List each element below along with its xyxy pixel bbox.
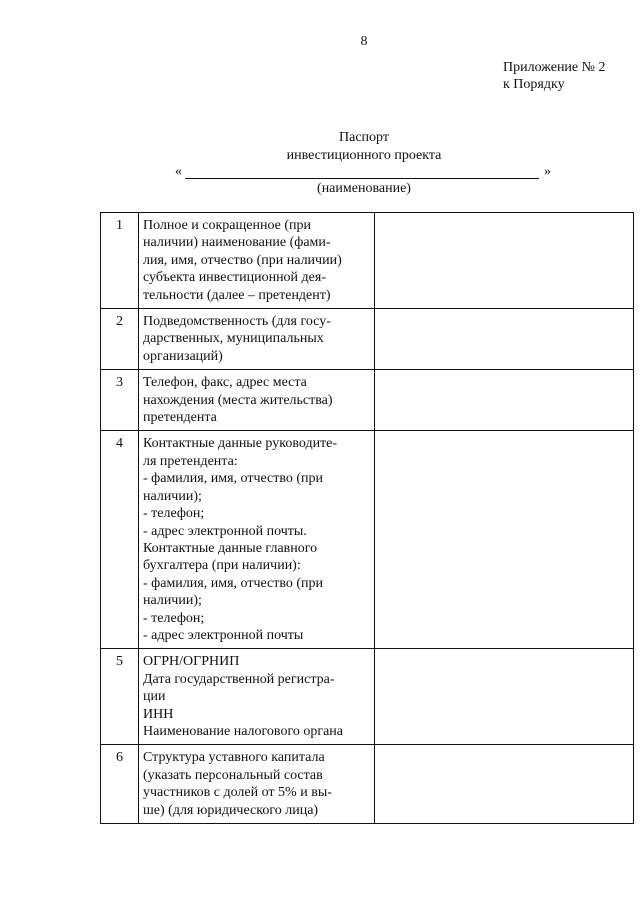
row-value-field[interactable]	[375, 213, 634, 309]
row-number: 2	[101, 309, 139, 370]
page-number: 8	[360, 34, 368, 49]
row-value-field[interactable]	[375, 431, 634, 649]
row-label-line: Дата государственной регистра-	[143, 671, 335, 687]
row-label-line: участников с долей от 5% и вы-	[143, 785, 332, 801]
row-label-line: наличии);	[143, 488, 202, 504]
row-label	[139, 213, 375, 309]
name-caption: (наименование)	[317, 181, 411, 196]
row-label-line: Структура уставного капитала	[143, 750, 325, 766]
row-label-line: Подведомственность (для госу-	[143, 314, 331, 330]
row-label-line: - фамилия, имя, отчество (при	[143, 471, 324, 487]
row-label-line: лия, имя, отчество (при наличии)	[143, 252, 342, 268]
name-underline	[185, 178, 539, 179]
row-label-line: наличии);	[143, 593, 202, 609]
row-label-line: - телефон;	[143, 506, 205, 522]
row-label-line: Телефон, факс, адрес места	[143, 375, 307, 391]
row-label-line: тельности (далее – претендент)	[143, 287, 331, 303]
row-number: 3	[101, 370, 139, 431]
row-label-line: претендента	[143, 410, 217, 426]
table-row	[101, 213, 634, 309]
row-number: 5	[101, 649, 139, 745]
row-label-line: субъекта инвестиционной дея-	[143, 270, 326, 286]
table-row	[101, 649, 634, 745]
row-label	[139, 370, 375, 431]
row-label-line: нахождения (места жительства)	[143, 392, 333, 408]
row-label-line: ции	[143, 689, 166, 705]
table-row	[101, 309, 634, 370]
passport-table-body	[101, 213, 634, 824]
table-row	[101, 745, 634, 824]
row-label-line: - адрес электронной почты	[143, 627, 304, 643]
row-label-line: ИНН	[143, 706, 174, 722]
row-label-line: дарственных, муниципальных	[143, 331, 324, 347]
table-row	[101, 431, 634, 649]
quote-close: »	[544, 164, 551, 179]
row-value-field[interactable]	[375, 745, 634, 824]
title-line-1: Паспорт	[339, 130, 389, 145]
row-label	[139, 649, 375, 745]
title-line-2: инвестиционного проекта	[286, 148, 442, 163]
passport-table	[100, 212, 634, 824]
appendix-line-1: Приложение № 2	[503, 60, 606, 75]
row-label	[139, 309, 375, 370]
row-label-line: ОГРН/ОГРНИП	[143, 654, 240, 670]
row-label-line: бухгалтера (при наличии):	[143, 558, 301, 574]
row-label	[139, 431, 375, 649]
row-label	[139, 745, 375, 824]
row-number: 1	[101, 213, 139, 309]
quote-open: «	[175, 164, 182, 179]
document-title	[0, 129, 640, 165]
row-label-line: ше) (для юридического лица)	[143, 802, 319, 818]
row-label-line: Полное и сокращенное (при	[143, 218, 312, 233]
row-label-line: наличии) наименование (фами-	[143, 235, 331, 251]
row-label-line: (указать персональный состав	[143, 767, 323, 783]
row-label-line: ля претендента:	[143, 453, 238, 469]
row-value-field[interactable]	[375, 649, 634, 745]
appendix-line-2: к Порядку	[503, 77, 565, 92]
row-value-field[interactable]	[375, 309, 634, 370]
row-label-line: Наименование налогового органа	[143, 723, 343, 739]
row-label-line: - фамилия, имя, отчество (при	[143, 575, 324, 591]
row-label-line: организаций)	[143, 348, 223, 364]
appendix-reference	[503, 59, 606, 93]
project-name-line	[175, 164, 551, 182]
table-row	[101, 370, 634, 431]
row-number: 4	[101, 431, 139, 649]
row-number: 6	[101, 745, 139, 824]
row-label-line: Контактные данные руководите-	[143, 436, 338, 452]
row-label-line: - адрес электронной почты.	[143, 523, 307, 539]
row-label-line: - телефон;	[143, 610, 205, 626]
row-value-field[interactable]	[375, 370, 634, 431]
row-label-line: Контактные данные главного	[143, 540, 318, 556]
